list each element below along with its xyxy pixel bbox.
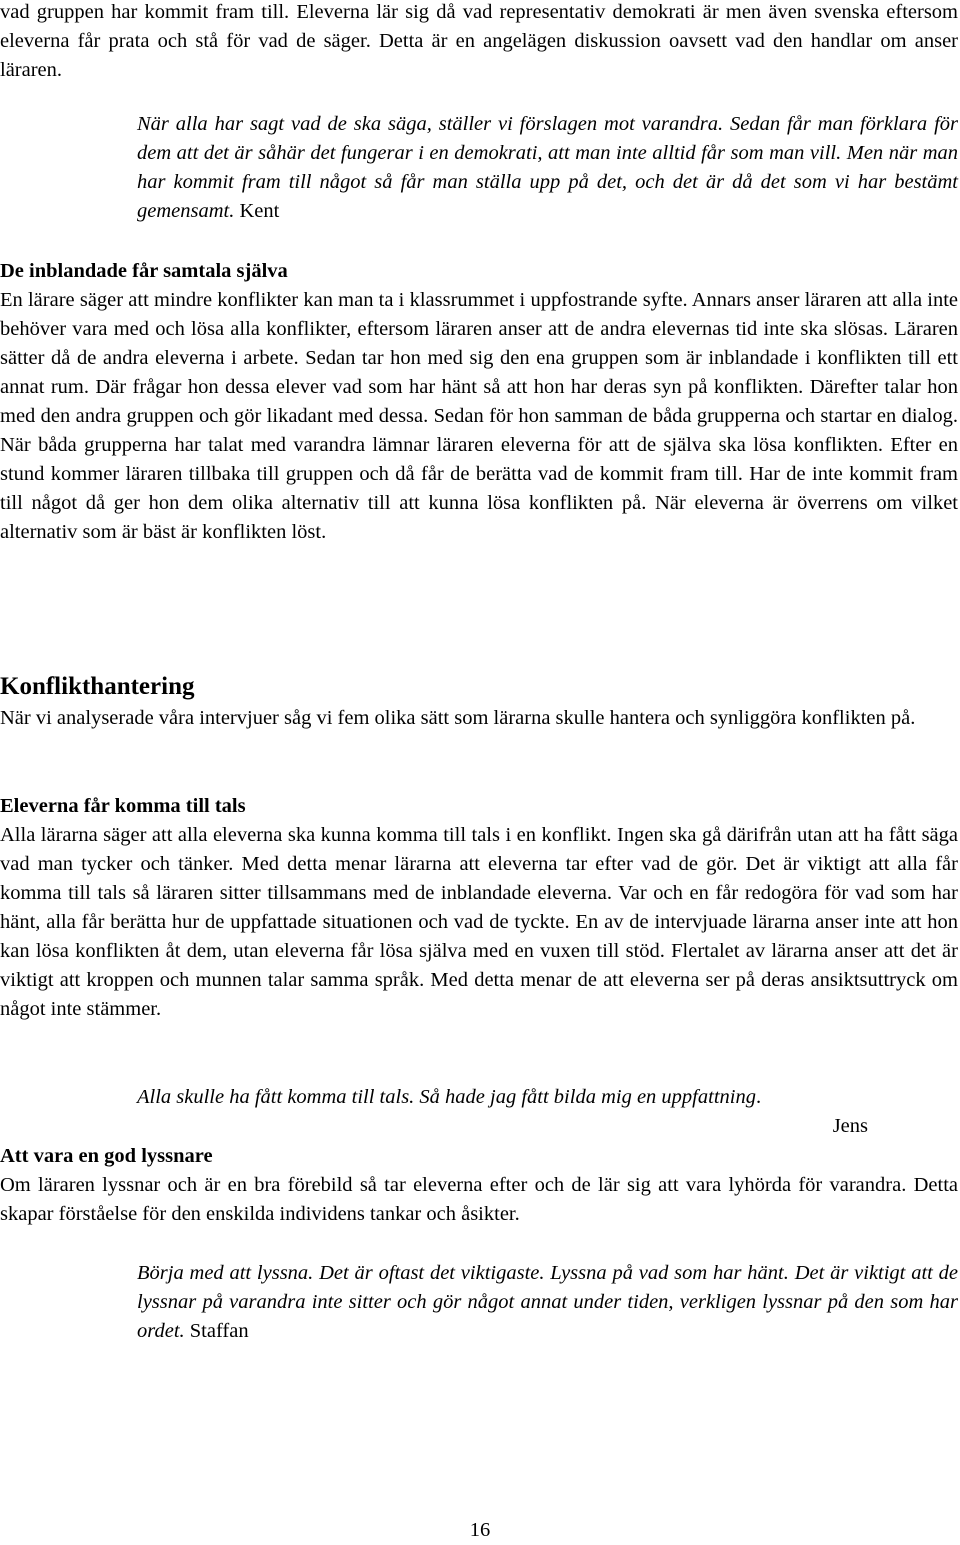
section-body-inblandade: En lärare säger att mindre konflikter kan man ta i klassrummet i uppfostrande syfte. Annars anser läraren att alla inte behöver vara med och lösa alla konflikter, eftersom läraren anser att de andra elevernas tid inte ska slösas. Läraren sätter då de andra eleverna i arbete. Sedan tar hon med sig den ena gruppen som är inblandade i konflikten till ett annat rum. Där frågar hon dessa elever vad som har hänt så att hon har deras syn på konflikten. Därefter talar hon med den andra gruppen och gör likadant med dessa. Sedan för hon samman de båda grupperna och startar en dialog. När båda grupperna har talat med varandra lämnar läraren eleverna för att de själva ska lösa konflikten. Efter en stund kommer läraren tillbaka till gruppen och då får de berätta vad de kommit fram till. Har de inte kommit fram till något då ger hon dem olika alternativ till att kunna lösa konflikten på. När eleverna är överrens om vilket alternativ som är bäst är konflikten löst. <box>0 289 958 543</box>
quote-kent-speaker: Kent <box>239 200 280 222</box>
section-heading-inblandade: De inblandade får samtala själva <box>0 260 288 282</box>
quote-staffan-speaker: Staffan <box>189 1320 249 1342</box>
section-body-komma-till-tals: Alla lärarna säger att alla eleverna ska kunna komma till tals i en konflikt. Ingen ska gå därifrån utan att ha fått säga vad man tycker och tänker. Med detta menar lärarna att eleverna tar efter vad de gör. Det är viktigt att alla får komma till tals så läraren sitter tillsammans med de inblandade eleverna. Var och en får redogöra för vad som har hänt, alla får berätta hur de uppfattade situationen och vad de tyckte. En av de intervjuade lärarna anser inte att hon kan lösa konflikten åt dem, utan eleverna får lösa själva med en vuxen till stöd. Flertalet av lärarna anser att det är viktigt att kroppen och munnen talar samma språk. Med detta menar de att eleverna ser på deras ansiktsuttryck om något inte stämmer. <box>0 824 958 1020</box>
quote-kent-text: När alla har sagt vad de ska säga, ställer vi förslagen mot varandra. Sedan får man förklara för dem att det är såhär det fungerar i en demokrati, att man inte alltid får som man vill. Men när man har kommit fram till något så får man ställa upp på det, och det är då det som vi har bestämt gemensamt. <box>137 113 958 222</box>
quote-kent <box>137 110 958 226</box>
quote-jens <box>137 1083 958 1112</box>
quote-staffan-text: Börja med att lyssna. Det är oftast det viktigaste. Lyssna på vad som har hänt. Det är viktigt att de lyssnar på varandra inte sitter och gör något annat under tiden, verkligen lyssnar på den som har ordet. <box>137 1262 958 1342</box>
main-intro-paragraph: När vi analyserade våra intervjuer såg vi fem olika sätt som lärarna skulle hantera och synliggöra konflikten på. <box>0 707 916 729</box>
quote-jens-text: Alla skulle ha fått komma till tals. Så hade jag fått bilda mig en uppfattning <box>137 1086 756 1108</box>
quote-staffan <box>137 1259 958 1346</box>
quote-jens-trailing: . <box>755 1086 762 1108</box>
page-number: 16 <box>469 1519 491 1541</box>
quote-jens-speaker: Jens <box>832 1115 868 1137</box>
section-body-lyssnare: Om läraren lyssnar och är en bra förebild så tar eleverna efter och de lär sig att vara lyhörda för varandra. Detta skapar förståelse för den enskilda individens tankar och åsikter. <box>0 1174 958 1225</box>
section-heading-lyssnare: Att vara en god lyssnare <box>0 1145 213 1167</box>
section-heading-komma-till-tals: Eleverna får komma till tals <box>0 795 246 817</box>
main-heading-konflikthantering: Konflikthantering <box>0 673 195 700</box>
intro-paragraph: vad gruppen har kommit fram till. Eleverna lär sig då vad representativ demokrati är men även svenska eftersom eleverna får prata och stå för vad de säger. Detta är en angelägen diskussion oavsett vad den handlar om anser läraren. <box>0 1 958 81</box>
